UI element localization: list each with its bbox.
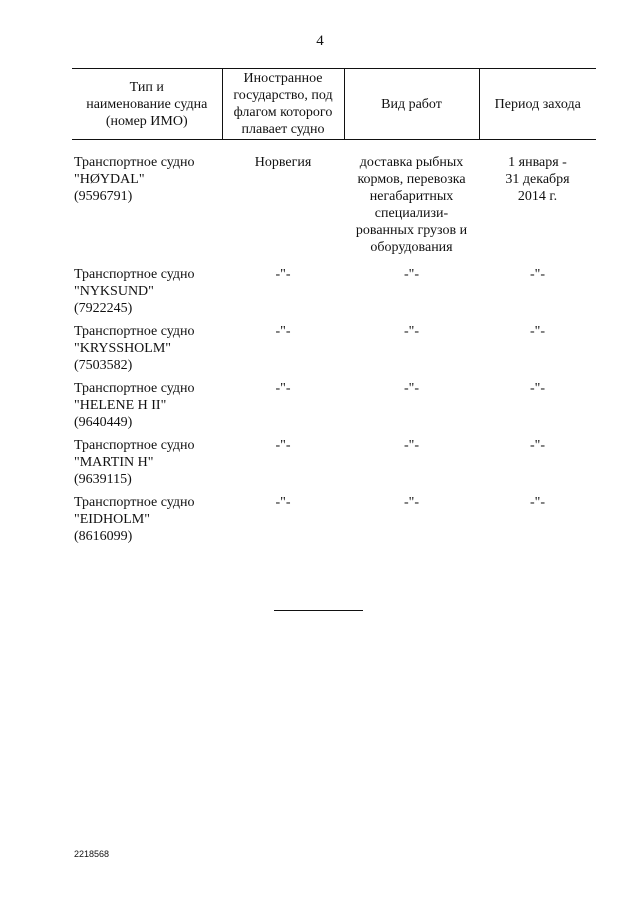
header-vessel-type: Тип и наименование судна (номер ИМО) xyxy=(72,69,222,140)
work-type-cell: -"- xyxy=(403,438,420,453)
end-separator-line xyxy=(274,610,363,611)
vessel-cell: Транспортное судно "HØYDAL" (9596791) xyxy=(74,155,195,204)
header-flag-state: Иностранное государство, под флагом которого плавает судно xyxy=(222,69,344,140)
page-number: 4 xyxy=(316,33,324,49)
call-period-cell: -"- xyxy=(529,381,546,396)
vessel-cell: Транспортное судно "EIDHOLM" (8616099) xyxy=(74,495,195,544)
document-code: 2218568 xyxy=(74,849,110,859)
vessel-cell: Транспортное судно "KRYSSHOLM" (7503582) xyxy=(74,324,195,373)
vessel-cell: Транспортное судно "HELENE H II" (9640449) xyxy=(74,381,195,430)
vessel-table xyxy=(72,68,596,551)
call-period-cell: 1 января - 31 декабря 2014 г. xyxy=(505,155,570,204)
flag-state-cell: -"- xyxy=(275,267,291,282)
work-type-cell: -"- xyxy=(403,324,420,339)
table-row xyxy=(72,140,596,267)
work-type-cell: -"- xyxy=(403,495,420,510)
call-period-cell: -"- xyxy=(529,324,546,339)
flag-state-cell: Норвегия xyxy=(254,155,312,170)
vessel-cell: Транспортное судно "NYKSUND" (7922245) xyxy=(74,267,195,316)
vessel-cell: Транспортное судно "MARTIN H" (9639115) xyxy=(74,438,195,487)
flag-state-cell: -"- xyxy=(275,324,291,339)
table-row xyxy=(72,266,596,323)
work-type-cell: -"- xyxy=(403,267,420,282)
flag-state-cell: -"- xyxy=(275,381,291,396)
work-type-cell: -"- xyxy=(403,381,420,396)
call-period-cell: -"- xyxy=(529,438,546,453)
call-period-cell: -"- xyxy=(529,267,546,282)
table-row xyxy=(72,323,596,380)
work-type-cell: доставка рыбных кормов, перевозка негабаритных специализи- рованных грузов и оборудования xyxy=(355,155,468,255)
table-row xyxy=(72,494,596,551)
flag-state-cell: -"- xyxy=(275,495,291,510)
header-call-period: Период захода xyxy=(479,69,596,140)
header-work-type: Вид работ xyxy=(344,69,479,140)
table-row xyxy=(72,437,596,494)
table-row xyxy=(72,380,596,437)
call-period-cell: -"- xyxy=(529,495,546,510)
flag-state-cell: -"- xyxy=(275,438,291,453)
table-header-row xyxy=(72,69,596,140)
